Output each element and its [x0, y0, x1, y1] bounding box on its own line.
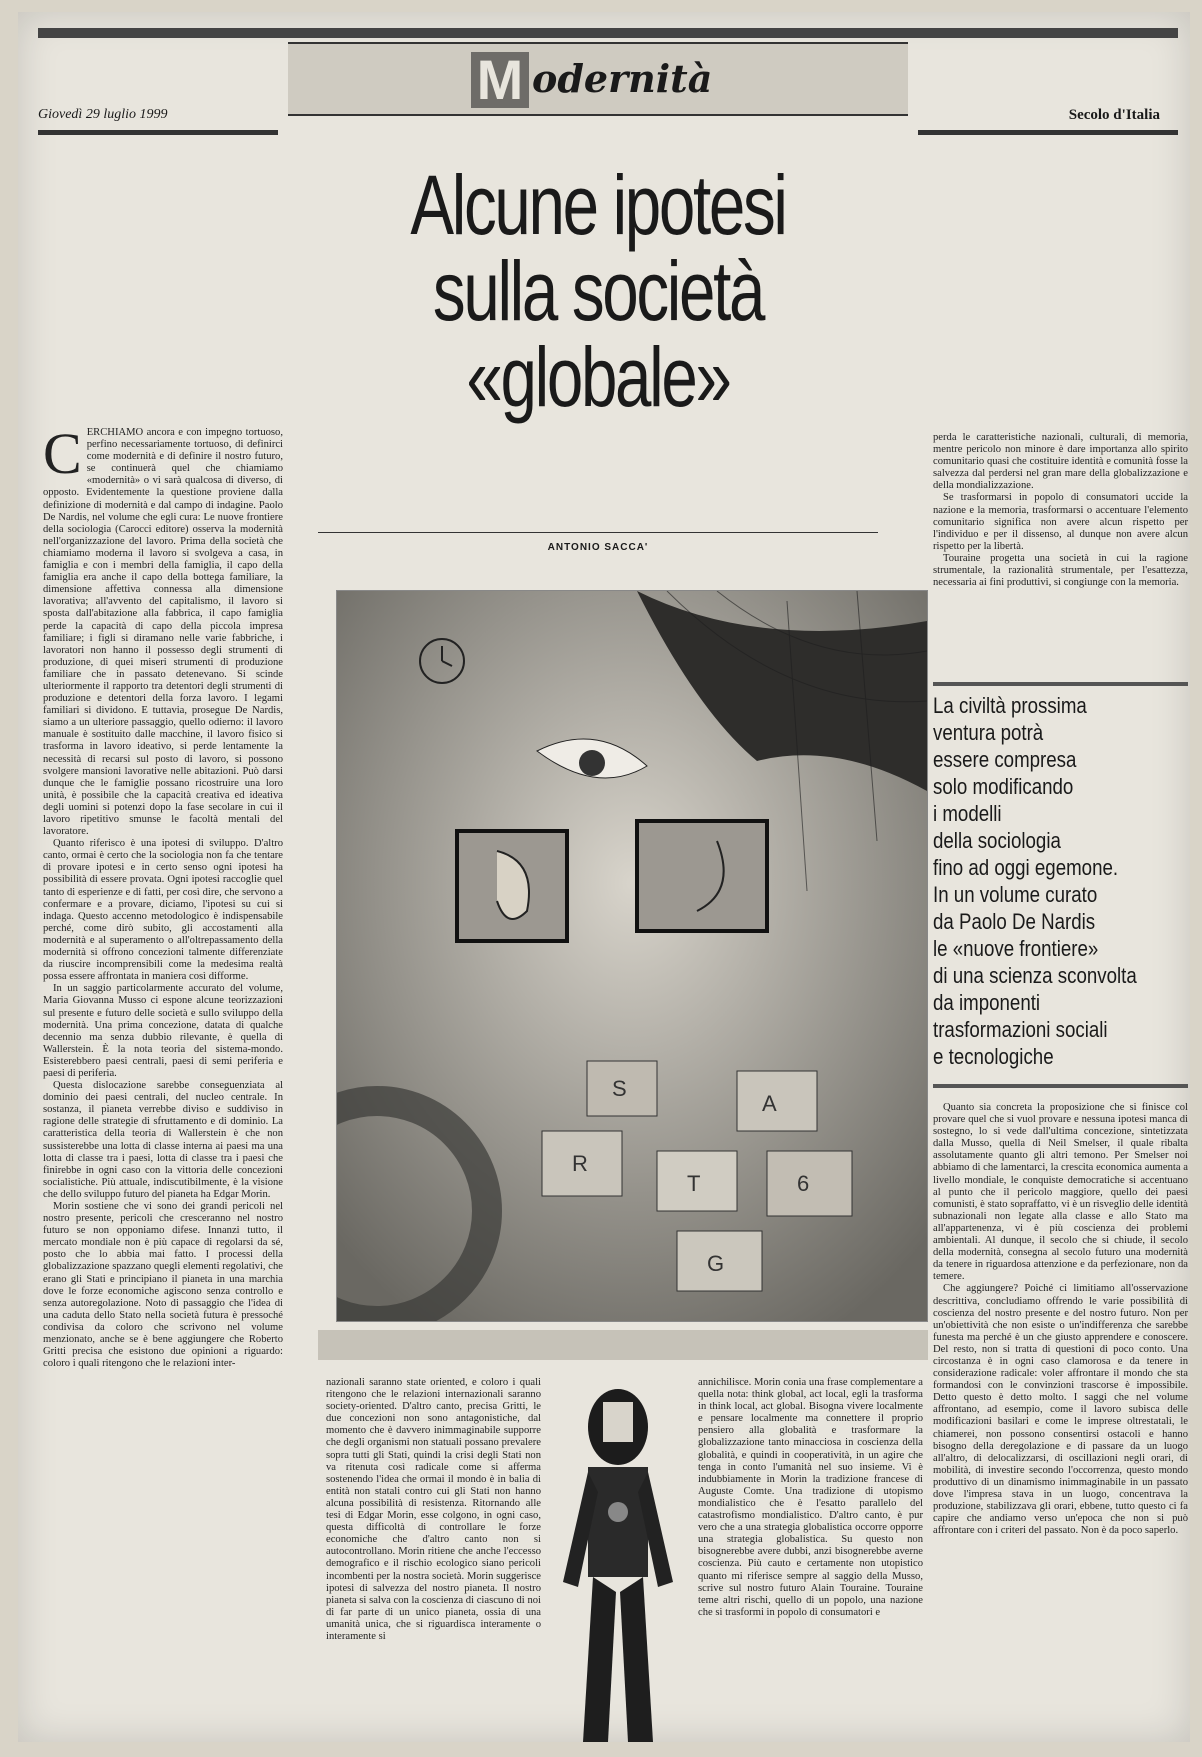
nose-panel [637, 821, 767, 931]
headline-line: sulla società [432, 244, 764, 338]
svg-text:A: A [762, 1091, 777, 1116]
right-column-top [933, 432, 1188, 677]
paragraph: ERCHIAMO ancora e con impegno tortuoso, perfino necessariamente tortuoso, di definirci come modernità e di definire il nostro futuro, se continuerà quel che chiamiamo «modernità» o vi sarà qualcosa di diverso, di opposto. Evidentemente la questione proviene dalla definizione di modernità e dal campo di indagine. Paolo De Nardis, nel volume che egli cura: Le nuove frontiere della sociologia (Carocci editore) osserva la modernità nell'organizzazione del lavoro. Prima della società che chiamiamo moderna il lavoro si svolgeva a casa, in famiglia e con i membri della famiglia, il capo della famiglia era anche il capo della bottega familiare, la dimensione affettiva connessa alla dimensione lavorativa; all'avvento del capitalismo, il lavoro si sposta dall'abitazione alla fabbrica, il capo famiglia perde la capacità di capo della piccola impresa familiare; i figli si diramano nelle varie fabbriche, i lavoratori non hanno il possesso degli strumenti di produzione, di quei miseri strumenti di produzione familiare che in passato detenevano. Si scinde ulteriormente il rapporto tra detentori degli strumenti di produzione e detentori della forza lavoro. I legami familiari si dividono. E tuttavia, prosegue De Nardis, siamo a un ulteriore passaggio, quello odierno: il lavoro manuale è sostituito dalle macchine, il lavoro fisico si trasforma in lavoro ideativo, si perde lentamente la necessità di recarsi sul posto di lavoro, si possono svolgere mansioni lavorative nelle abitazioni. Può darsi dunque che le famiglie possano ricostruire una loro unità, è possibile che la capacità creativa ed ideativa degli uomini si potenzi dopo la fase secolare in cui il lavoro ripetitivo smunse le facoltà mentali del lavoratore. [43, 427, 283, 838]
left-column [43, 427, 283, 1757]
svg-text:G: G [707, 1251, 725, 1276]
pullquote-rule-bottom [933, 1084, 1188, 1088]
top-rule [38, 28, 1178, 38]
svg-text:T: T [687, 1171, 701, 1196]
byline-rule [318, 532, 878, 533]
pullquote-line: trasformazioni sociali [933, 1017, 1108, 1042]
pullquote-rule-top [933, 682, 1188, 686]
section-title: odernità [532, 56, 713, 101]
newspaper-page [18, 12, 1190, 1742]
svg-text:R: R [572, 1151, 588, 1176]
illustration-caption-bar [318, 1330, 928, 1360]
pullquote-line: i modelli [933, 801, 1002, 826]
svg-text:6: 6 [797, 1171, 810, 1196]
pullquote-line: La civiltà prossima [933, 693, 1087, 718]
paragraph: In un saggio particolarmente accurato del volume, Maria Giovanna Musso ci espone alcune teorizzazioni sul presente e futuro delle società e sullo sviluppo della modernità. Una prima concezione, datata di qualche decennio ma senza dubbio rilevante, è quella di Wallerstein. È la nota teoria del sistema-mondo. Esisterebbero paesi centrali, paesi di semi periferia e paesi di periferia. [43, 983, 283, 1079]
pullquote-line: solo modificando [933, 774, 1074, 799]
pullquote [933, 692, 1163, 1070]
paragraph: Che aggiungere? Poiché ci limitiamo all'osservazione descrittiva, concludiamo offrendo le varie possibilità di coscienza del nostro presente e del nostro futuro. Non per un'obiettività che non esiste o un'indifferenza che sarebbe funesta ma perché è un che giusto apprendere e conoscere. Del resto, non si tratta di questioni di poco conto. Una circostanza è in ogni caso clamorosa e da tenere in considerazione radicale: voler affrontare il mondo che sta formandosi con le convinzioni trascorse è impossibile. Detto questo è detto molto. I saggi che nel volume affrontano, ad esempio, come il lavoro subisca delle modificazioni basilari e come le imprese oltrestatali, le chiamerei, non possono consentirsi ostacoli e hanno bisogno della deregolazione e di passare da un luogo all'altro, di delocalizzarsi, di oscillazioni negli orari, di mobilità, di investire secondo l'occorrenza, questo mondo produttivo di un dinamismo inimmaginabile in un passato dove l'impresa stava in un luogo, concentrava la produzione, stabilizzava gli orari, ebbene, tutto questo ci fa capire che andiamo verso un'epoca che non si può affrontare con i criteri del passato. Non è da poco saperlo. [933, 1283, 1188, 1537]
section-banner [288, 42, 908, 116]
pullquote-line: le «nuove frontiere» [933, 936, 1099, 961]
pullquote-line: da imponenti [933, 990, 1041, 1015]
illustration-svg [337, 591, 927, 1321]
svg-text:S: S [612, 1076, 627, 1101]
headline [356, 158, 840, 424]
pullquote-line: ventura potrà [933, 720, 1044, 745]
pullquote-line: da Paolo De Nardis [933, 909, 1096, 934]
pullquote-line: e tecnologiche [933, 1044, 1054, 1069]
paragraph: Se trasformarsi in popolo di consumatori uccide la nazione e la memoria, trasformarsi o accentuare l'elemento comunitario significa non avere alcun rispetto per l'individuo e per il dissenso, al dunque non avere alcun rispetto per la libertà. [933, 492, 1188, 552]
paragraph: Morin sostiene che vi sono dei grandi pericoli nel nostro presente, pericoli che cresceranno nel nostro futuro se non opponiamo difese. Innanzi tutto, il mercato mondiale non è più capace di regolarsi da sé, posto che lo abbia mai fatto. I processi della globalizzazione spazzano quegli elementi regolativi, che erano gli Stati e principiano il pianeta in una marchia dove le forze economiche agiscono senza controllo e senza autoregolazione. Noto di passaggio che l'idea di una caduta dello Stato nella società futura è pressoché condivisa da coloro che scrivono nel volume menzionato, anche se è bene aggiungere che Roberto Gritti precisa che esistono due opinioni a riguardo: coloro i quali ritengono che le relazioni inter- [43, 1201, 283, 1370]
paragraph: perda le caratteristiche nazionali, culturali, di memoria, mentre pericolo non minore è dare importanza allo spirito comunitario quasi che costituire identità e comunità fosse la salvezza dal perdersi nel gran mare della globalizzazione e della mondializzazione. [933, 432, 1188, 492]
section-initial: M [471, 52, 529, 108]
paragraph: Quanto riferisco è una ipotesi di sviluppo. D'altro canto, ormai è certo che la sociologia non fa che tentare di provare ipotesi e in certo senso ogni ipotesi ha possibilità di essere provata. Ogni ipotesi raccoglie quel tanto di esperienze e di fatti, per così dire, che servono a confermare e a provare, diciamo, l'ipotesi su cui si indaga. Questo accenno metodologico è indispensabile perché, come dirò subito, gli accostamenti alla modernità e al superamento o all'oltrepassamento della modernità si offrono concezioni talmente differenziate da riuscire incomprensibili come la medesima realtà possa essere affrontata in maniera così difforme. [43, 838, 283, 983]
paragraph: Touraine progetta una società in cui la ragione strumentale, la razionalità strumentale, per l'esattezza, necessaria ai fini produttivi, si congiunge con la memoria. [933, 552, 1188, 589]
newspaper-name: Secolo d'Italia [1068, 107, 1160, 123]
bottom-column-1 [326, 1377, 541, 1747]
paragraph: nazionali saranno state oriented, e coloro i quali ritengono che le relazioni internazionali saranno society-oriented. D'altro canto, precisa Gritti, le due concezioni non sono antagonistiche, dal momento che è davvero inimmaginabile supporre che degli organismi non statuali possano prevalere sopra tutti gli Stati, quindi la crisi degli Stati non va ritenuta così radicale come si afferma sostenendo l'idea che ormai il mondo è in balia di entità non statali contro cui gli Stati non hanno alcuna possibilità di resistenza. Ritornando alle tesi di Edgar Morin, esse colgono, in ogni caso, questa difficoltà di controllare le forze economiche che d'altro canto non si autocontrollano. Morin ritiene che anche l'eccesso demografico e il rischio ecologico siano pericoli incombenti per la nostra società. Morin suggerisce ipotesi di salvezza del nostro pianeta. Il nostro pianeta si salva con la coscienza di ciascuno di noi di far parte di un unico pianeta, ossia di una umanità unica, che si riguardisca interamente o interamente si [326, 1377, 541, 1642]
collage-illustration [336, 590, 928, 1322]
pullquote-line: essere compresa [933, 747, 1077, 772]
right-rule [918, 130, 1178, 135]
left-rule [38, 130, 278, 135]
paragraph: Questa dislocazione sarebbe conseguenziata al dominio dei paesi centrali, del nucleo centrale. In sostanza, il pianeta verrebbe diviso e suddiviso in ragione delle strategie di sfruttamento e di dominio. La caratteristica della teoria di Wallerstein è che non sussisterebbe una lotta di classe interna ai paesi ma una lotta di classe tra i paesi, lotta di classe tra i paesi che finirebbe in ogni caso con la vittoria delle concezioni socialistiche. Più attuale, indiscutibilmente, è la visione che dello sviluppo futuro del pianeta ha Edgar Morin. [43, 1080, 283, 1200]
issue-date: Giovedì 29 luglio 1999 [38, 107, 168, 122]
right-column-bottom [933, 1102, 1188, 1732]
bottom-column-2 [698, 1377, 923, 1747]
pullquote-line: In un volume curato [933, 882, 1098, 907]
pullquote-line: della sociologia [933, 828, 1061, 853]
headline-line: Alcune ipotesi [410, 158, 786, 252]
pullquote-line: fino ad oggi egemone. [933, 855, 1119, 880]
byline: ANTONIO SACCA' [547, 542, 649, 553]
robot-figure-image [548, 1382, 688, 1752]
paragraph: Quanto sia concreta la proposizione che si finisce col provare quel che si vuol provare e nessuna ipotesi manca di sostegno, lo si vede dall'ultima concezione, sintetizzata dalla Musso, quella di Neil Smelser, il quale ribalta assolutamente quanto gli altri temono. Per Smelser noi abbiamo di che lamentarci, la crescita economica aumenta a livello mondiale, le conquiste democratiche si accentuano al punto che il pericolo maggiore, quello dei paesi comunisti, è stato sopraffatto, vi è un risveglio delle identità subnazionali non legate alla classe e allo Stato ma all'appartenenza, vi è più coscienza dei problemi ambientali. Al dunque, il secolo che si chiude, il secolo della modernità, consegna al secolo futuro una modernità da tenere in riguardosa attenzione e da perfezionare, non da temere. [933, 1102, 1188, 1283]
paragraph: annichilisce. Morin conia una frase complementare a quella nota: think global, act local, egli la trasforma in think local, act global. Bisogna vivere localmente e pensare localmente ma connettere il proprio pensiero alla globalità e trasformare la globalizzazione tanto minacciosa in coscienza della globalità, e quindi in cooperatività, in un agire che tenga in conto l'umanità nel suo insieme. Vi è indubbiamente in Morin la tradizione francese di Auguste Comte. Una tradizione di utopismo mondialistico che è l'esatto parallelo del catastrofismo mondialistico. D'altro canto, è pur vero che a una strategia globalistica occorre opporre una strategia globalistica. Su questo non bisognerebbe avere dubbi, anzi bisognerebbe averne coscienza. Più cauto e certamente non utopistico quanto mi riferisce sempre al saggio della Musso, scrive sul nostro futuro Alain Touraine. Touraine teme altri rischi, quello di un popolo, una nazione che si trasformi in popolo di consumatori e [698, 1377, 923, 1618]
pullquote-line: di una scienza sconvolta [933, 963, 1137, 988]
headline-line: «globale» [466, 330, 730, 424]
dropcap: C [43, 427, 82, 486]
